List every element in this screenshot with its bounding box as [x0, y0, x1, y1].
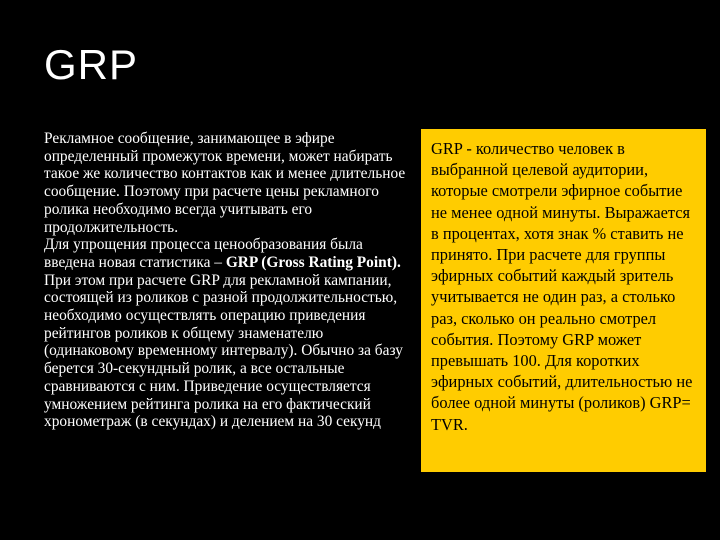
left-text-column [44, 130, 416, 431]
paragraph-3: При этом при расчете GRP для рекламной кампании, состоящей из роликов с разной продолжительностью, необходимо осуществлять операцию приведения рейтингов роликов к общему знаменателю (одинаковому временному интервалу). Обычно за базу берется 30-секундный ролик, а все остальные сравниваются с ним. Приведение осуществляется умножением рейтинга ролика на его фактический хронометраж (в секундах) и делением на 30 секунд [44, 271, 403, 431]
grp-definition-bold: GRP (Gross Rating Point). [225, 253, 401, 271]
grp-definition-text: GRP - количество человек в выбранной целевой аудитории, которые смотрели эфирное событие не менее одной минуты. Выражается в процентах, хотя знак % ставить не принято. При расчете для группы эфирных событий каждый зритель учитывается не один раз, а столько раз, сколько он реально смотрел события. Поэтому GRP может превышать 100. Для коротких эфирных событий, длительностью не более одной минуты (роликов) GRP= TVR. [431, 139, 693, 434]
paragraph-2 [44, 236, 416, 271]
paragraph-2-text: Для упрощения процесса ценообразования была введена новая статистика – [44, 236, 363, 271]
slide-title: GRP [44, 41, 139, 88]
paragraph-1: Рекламное сообщение, занимающее в эфире определенный промежуток времени, может набирать такое же количество контактов как и менее длительное сообщение. Поэтому при расчете цены рекламного ролика необходимо всегда учитывать его продолжительность. [44, 130, 406, 236]
grp-definition-box [421, 129, 706, 472]
